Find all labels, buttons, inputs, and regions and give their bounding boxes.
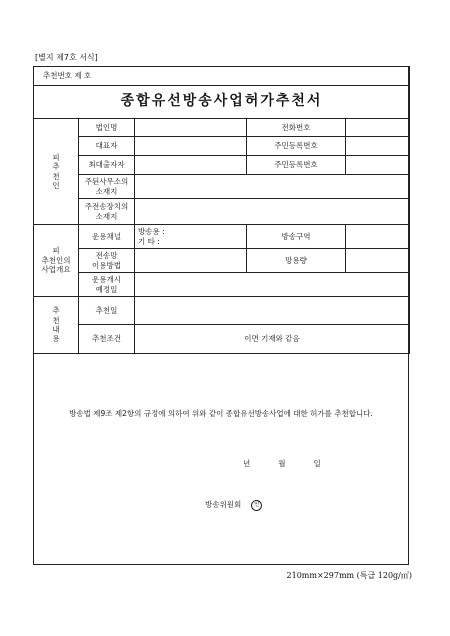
recommendation-statement: 방송법 제9조 제2항의 규정에 의하여 위와 같이 종합유선방송사업에 대한 허가를 추천합니다. — [69, 409, 373, 418]
office-address-field[interactable] — [135, 175, 410, 199]
start-date-field[interactable] — [135, 273, 410, 297]
recommendation-date-field[interactable] — [135, 297, 410, 325]
month-label: 월 — [278, 459, 286, 468]
start-date-label: 운용개시 예정일 — [79, 273, 135, 297]
seal-mark: 인 — [251, 500, 262, 511]
content-section-label: 추 천 내 용 — [34, 297, 79, 354]
network-usage-label: 전송망 이용방법 — [79, 249, 135, 273]
station-address-field[interactable] — [135, 199, 410, 225]
shareholder-id-label: 주민등록번호 — [247, 156, 346, 175]
representative-id-field[interactable] — [346, 137, 410, 156]
issuer-line — [205, 499, 262, 511]
phone-field[interactable] — [346, 119, 410, 137]
station-address-label: 주전송장치의 소재지 — [79, 199, 135, 225]
phone-label: 전화번호 — [247, 119, 346, 137]
office-address-label: 주된사무소의 소재지 — [79, 175, 135, 199]
shareholder-field[interactable] — [135, 156, 247, 175]
shareholder-id-field[interactable] — [346, 156, 410, 175]
broadcast-area-label: 방송구역 — [247, 225, 346, 249]
document-title: 종합유선방송사업허가추천서 — [34, 86, 410, 119]
condition-label: 추천조건 — [79, 325, 135, 354]
channel-label: 운용채널 — [79, 225, 135, 249]
channel-field[interactable]: 방송용 : 기 타 : — [135, 225, 247, 249]
corp-name-field[interactable] — [135, 119, 247, 137]
capacity-field[interactable] — [346, 249, 410, 273]
business-section-label: 피 추천인의 사업개요 — [34, 225, 79, 297]
day-label: 일 — [313, 459, 321, 468]
network-usage-field[interactable] — [135, 249, 247, 273]
recommendation-number: 추천번호 제 호 — [34, 67, 410, 86]
representative-label: 대표자 — [79, 137, 135, 156]
recipient-section-label: 피 추 천 인 — [34, 119, 79, 225]
paper-size-note: 210mm×297mm (특급 120g/㎡) — [286, 571, 412, 580]
broadcast-area-field[interactable] — [346, 225, 410, 249]
issue-date — [243, 458, 349, 469]
issuer-name: 방송위원회 — [205, 500, 242, 509]
year-label: 년 — [243, 459, 251, 468]
representative-field[interactable] — [135, 137, 247, 156]
recommendation-table — [33, 66, 410, 354]
representative-id-label: 주민등록번호 — [247, 137, 346, 156]
capacity-label: 망용량 — [247, 249, 346, 273]
condition-value: 이면 기재와 같음 — [135, 325, 410, 354]
recommendation-date-label: 추천일 — [79, 297, 135, 325]
shareholder-label: 최대출자자 — [79, 156, 135, 175]
corp-name-label: 법인명 — [79, 119, 135, 137]
form-label: [별지 제7호 서식] — [35, 53, 98, 62]
